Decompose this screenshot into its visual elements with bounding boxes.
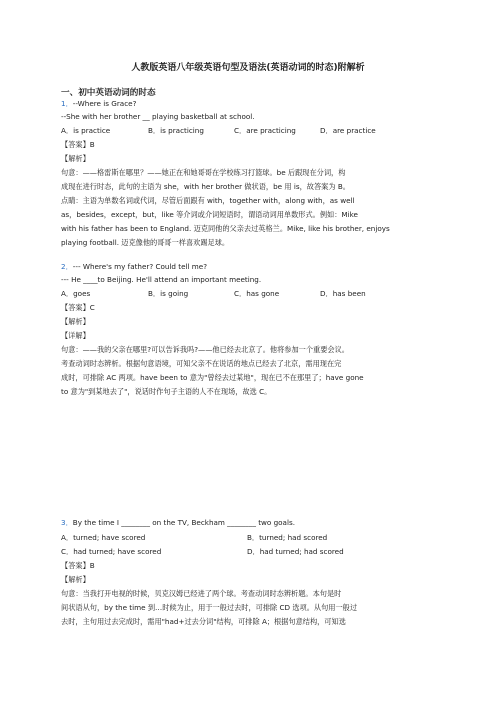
section-heading: 一、初中英语动词的时态: [61, 88, 156, 98]
q1-stem-line-2: --She with her brother __ playing basketball at school.: [61, 112, 255, 121]
q2-stem-line-1: 2．--- Where's my father? Could tell me?: [61, 262, 208, 271]
q1-option-b: B．is practicing: [148, 126, 204, 135]
q1-explanation-line: playing football. 迈克像他的哥哥一样喜欢踢足球。: [61, 238, 230, 247]
q2-explanation-line: 句意：——我的父亲在哪里?可以告诉我吗?——他已经去北京了。他将参加一个重要会议。: [61, 345, 349, 354]
q3-explanation-line: 间状语从句，by the time 到…时候为止，用于一般过去时，可排除 CD 选项。从句用一般过: [61, 603, 358, 612]
q2-option-b: B．is going: [148, 289, 189, 298]
q2-detail-label: 【详解】: [61, 331, 90, 340]
q1-stem-line-1: 1．--Where is Grace?: [61, 99, 137, 108]
q3-explanation-line: 句意：当我打开电视的时候，贝克汉姆已经进了两个球。考查动词时态辨析题。本句是时: [61, 589, 342, 598]
q1-option-d: D．are practice: [320, 126, 376, 135]
q2-analysis-label: 【解析】: [61, 317, 90, 326]
q2-option-d: D．has been: [320, 289, 366, 298]
q2-answer: 【答案】C: [61, 303, 95, 312]
q3-option-c: C．had turned; have scored: [61, 547, 162, 556]
q3-stem-line-1: 3．By the time I ________ on the TV, Beckham ________ two goals.: [61, 518, 295, 527]
q1-explanation-line: 成现在进行时态，此句的主语为 she，with her brother 做状语，be 用 is，故答案为 B。: [61, 182, 350, 191]
q3-analysis-label: 【解析】: [61, 575, 90, 584]
q2-explanation-line: to 意为"到某地去了"，说话时作句子主语的人不在现场，故选 C。: [61, 387, 272, 396]
q3-option-b: B．turned; had scored: [247, 533, 328, 542]
q2-stem-line-2: --- He ____to Beijing. He'll attend an important meeting.: [61, 275, 262, 284]
q2-option-c: C．has gone: [234, 289, 280, 298]
q2-explanation-line: 成时，可排除 AC 两项。have been to 意为"曾经去过某地"，现在已不在那里了；have gone: [61, 373, 364, 382]
q3-number: 3．: [61, 518, 73, 527]
q1-explanation-line: 句意：——格雷斯在哪里？——她正在和她哥哥在学校练习打篮球。be 后跟现在分词，构: [61, 168, 346, 177]
q3-explanation-line: 去时，主句用过去完成时，需用"had+过去分词"结构，可排除 A；根据句意结构，可知选: [61, 617, 346, 626]
q1-explanation-line: as，besides，except，but，like 等介词或介词短语时，谓语动词用单数形式。例如：Mike: [61, 210, 358, 219]
q1-option-a: A．is practice: [61, 126, 111, 135]
q1-explanation-line: with his father has been to England. 迈克同他的父亲去过英格兰。Mike, like his brother, enjoys: [61, 224, 390, 233]
q1-option-c: C．are practicing: [234, 126, 296, 135]
document-title: 人教版英语八年级英语句型及语法(英语动词的时态)附解析: [131, 63, 365, 73]
q1-answer: 【答案】B: [61, 140, 95, 149]
q3-answer: 【答案】B: [61, 561, 95, 570]
q2-option-a: A．goes: [61, 289, 91, 298]
q1-number: 1．: [61, 99, 73, 108]
q2-number: 2．: [61, 262, 73, 271]
q1-explanation-line: 点睛：主语为单数名词或代词，尽管后面跟有 with，together with，along with，as well: [61, 196, 355, 205]
q1-analysis-label: 【解析】: [61, 154, 90, 163]
q2-explanation-line: 考查动词时态辨析。根据句意语境，可知父亲不在说话的地点已经去了北京，需用现在完: [61, 359, 342, 368]
q3-option-d: D．had turned; had scored: [247, 547, 344, 556]
q3-option-a: A．turned; have scored: [61, 533, 146, 542]
